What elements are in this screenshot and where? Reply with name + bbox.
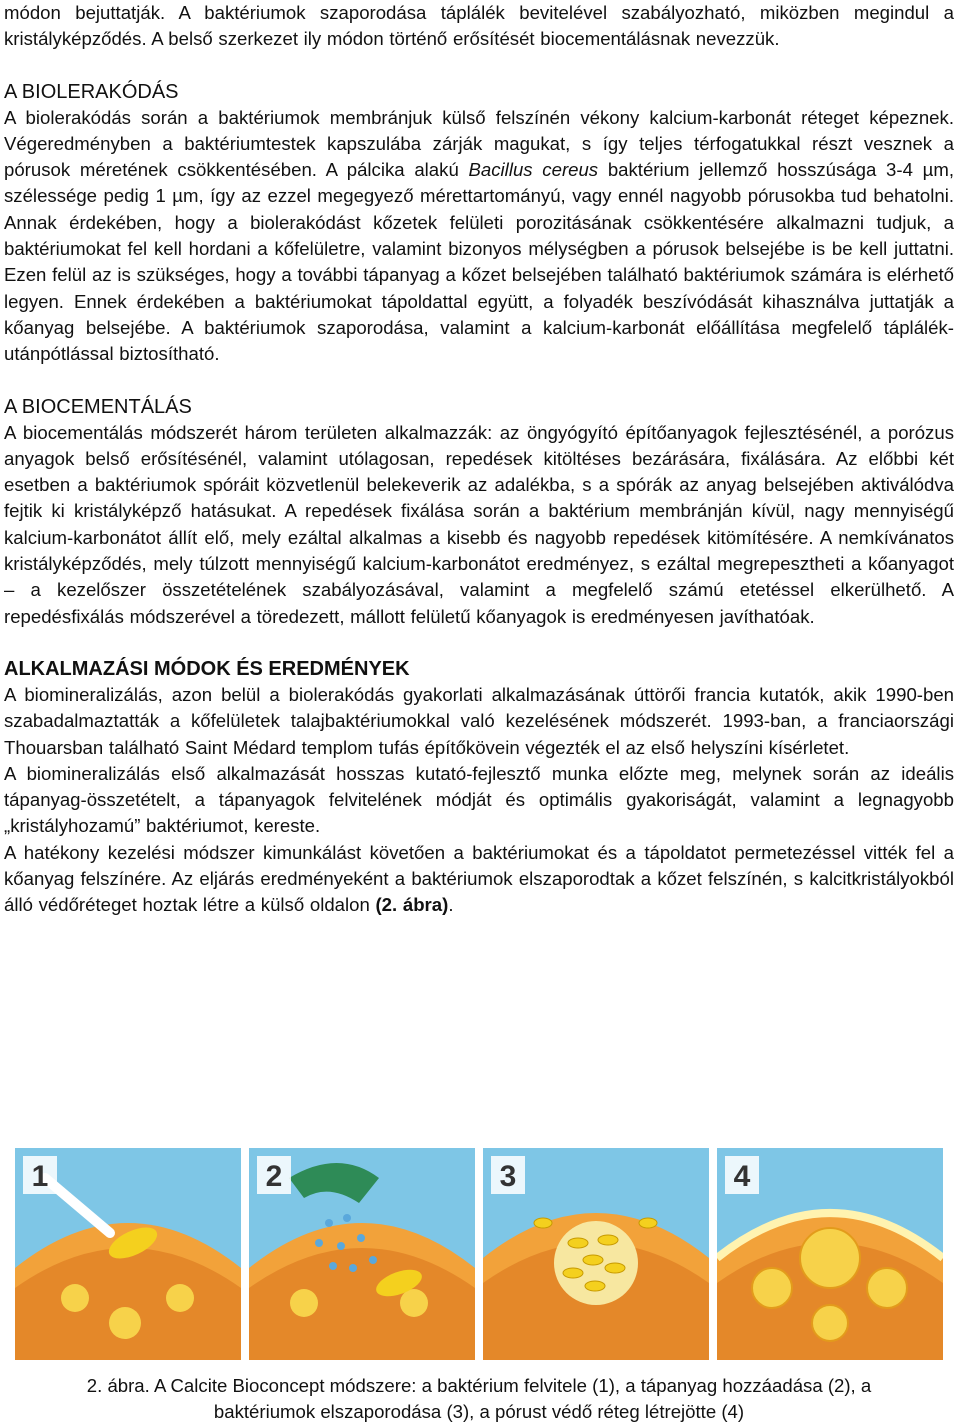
figure-reference: (2. ábra)	[375, 894, 449, 916]
figure-panel-4	[717, 1148, 943, 1360]
figure-calcite-bioconcept	[15, 1148, 945, 1360]
crystal	[109, 1307, 141, 1339]
crystal	[166, 1284, 194, 1312]
spacer	[4, 368, 954, 394]
heading-biocementalas: A BIOCEMENTÁLÁS	[4, 395, 192, 418]
document-page	[4, 0, 954, 919]
panel-number: 4	[733, 1160, 751, 1193]
figure-panel-3	[483, 1148, 709, 1360]
text-run: .	[448, 894, 454, 916]
figure-panel-1	[15, 1148, 241, 1360]
text-run: A biolerakódás során a baktériumok membránjuk külső felszínén vékony kalcium-karbonát réteget képeznek. Végeredményben a baktériumtestek kapszulába zárják magukat, s így teljes térfogatukkal részt vesznek a pórusok méretének csökkentésében. A pálcika alakú	[4, 106, 954, 181]
crystal	[61, 1284, 89, 1312]
caption-line-1: 2. ábra. A Calcite Bioconcept módszere: a baktérium felvitele (1), a tápanyag hozzáadása (2), a	[86, 1375, 872, 1396]
crystal	[290, 1289, 318, 1317]
paragraph-alkalmazas-1: A biomineralizálás, azon belül a biolerakódás gyakorlati alkalmazásának úttörői francia kutatók, akik 1990-ben szabadalmaztatták a kőfelületek talajbaktériumokkal való kezelésének módszerét. 1993-ban, a franciaországi Thouarsban található Saint Médard templom tufás építőkövein végezték el az első helyszíni kísérletet.	[4, 683, 954, 758]
text-run: A hatékony kezelési módszer kimunkálást követően a baktériumokat és a tápoldatot permetezéssel vitték fel a kőanyag felszínére. Az eljárás eredményeként a baktériumok elszaporodtak a kőzet felszínén, s kalcitkristályokból álló védőréteget hoztak létre a külső oldalon	[4, 841, 954, 916]
paragraph-biocementalas: A biocementálás módszerét három területen alkalmazzák: az öngyógyító építőanyagok fejlesztésénél, a porózus anyagok belső erősítésénél, valamint utólagosan, repedések kitöltéses bezárására, fixálására. Az előbbi két esetben a baktériumok spóráit közvetlenül belekeverik az adalékba, s a spórák az anyag belsejében aktiválódva fejtik ki kristályképző hatásukat. A repedések fixálása során a baktérium membránján kívül, nagy mennyiségű kalcium-karbonátot állít elő, mely ezáltal alkalmas a kisebb és nagyobb repedések kitömítésére. A nemkívánatos kristályképződés, mely túlzott mennyiségű kalcium-karbonátot eredményez, s ezáltal megrepesztheti a kőanyagot – a kezelőszer összetételének szabályozásával, valamint a megfelelő számú etetéssel elkerülhető. A repedésfixálás módszerével a töredezett, mállott felületű kőanyagok is eredményesen javíthatóak.	[4, 421, 954, 627]
heading-biolerakodas: A BIOLERAKÓDÁS	[4, 80, 179, 103]
caption-line-2: baktériumok elszaporodása (3), a pórust védő réteg létrejötte (4)	[213, 1401, 745, 1422]
paragraph-intro: módon bejuttatják. A baktériumok szaporodása táplálék bevitelével szabályozható, miközben megindul a kristályképződés. A belső szerkezet ily módon történő erősítését biocementálásnak nevezzük.	[4, 2, 954, 50]
text-run: baktérium jellemző hosszúsága 3-4 µm, szélessége pedig 1 µm, így az ezzel megegyező mérettartományú, vagy ennél nagyobb pórusokba tud behatolni. Annak érdekében, hogy a biolerakódást kőzetek felületi porozitásának csökkentésére alkalmazni tudjuk, a baktériumokat fel kell hordani a kőfelületre, valamint bizonyos mélységben a pórusok belsejébe is be kell juttatni. Ezen felül az is szükséges, hogy a további tápanyag a kőzet belsejében található baktériumok számára is elérhető legyen. Ennek érdekében a baktériumokat tápoldattal együtt, a folyadék beszívódását kihasználva juttatják a kőanyag belsejébe. A baktériumok szaporodása, valamint a kalcium-karbonát előállítása megfelelő táplálék-utánpótlással biztosítható.	[4, 159, 954, 365]
species-name: Bacillus cereus	[468, 159, 599, 181]
panel-number: 2	[265, 1160, 283, 1193]
figure-caption	[4, 1373, 954, 1425]
spacer	[4, 630, 954, 656]
figure-panel-2	[249, 1148, 475, 1360]
panel-number: 3	[499, 1160, 517, 1193]
spacer	[4, 53, 954, 79]
paragraph-alkalmazas-3	[4, 840, 954, 919]
crystal	[400, 1289, 428, 1317]
paragraph-alkalmazas-2: A biomineralizálás első alkalmazását hosszas kutató-fejlesztő munka előzte meg, melynek során az ideális tápanyag-összetételt, a tápanyagok felvitelének módját és optimális gyakoriságát, valamint a legnagyobb „kristályhozamú” baktériumot, kereste.	[4, 762, 954, 837]
panel-number: 1	[31, 1160, 49, 1193]
paragraph-biolerakodas	[4, 105, 954, 368]
heading-alkalmazasi-modok: ALKALMAZÁSI MÓDOK ÉS EREDMÉNYEK	[4, 657, 410, 680]
